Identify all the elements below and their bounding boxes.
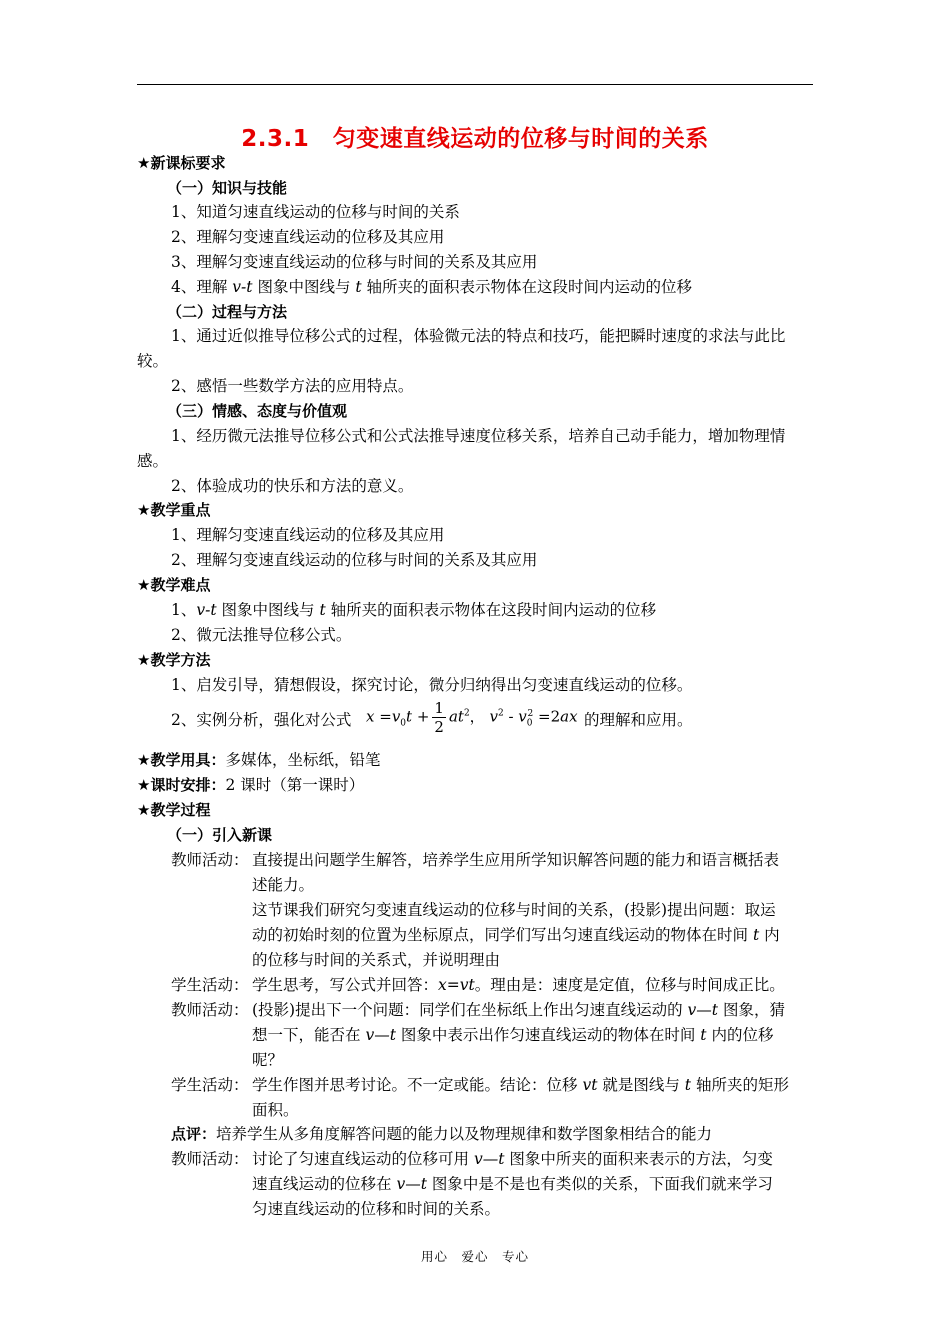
- section-heading-standards: ★新课标要求: [137, 154, 226, 172]
- text-span: 轴所夹的矩形: [691, 1076, 789, 1094]
- text-span: 4、理解: [171, 278, 233, 296]
- section-heading-methods: ★教学方法: [137, 651, 211, 669]
- teacher-activity-3-label: 教师活动：: [171, 1150, 249, 1168]
- text-span: 。理由是：速度是定值，位移与时间成正比。: [474, 976, 785, 994]
- header-rule: [137, 84, 813, 85]
- student-activity-2-line-1: [252, 1075, 789, 1095]
- subheading-intro: （一）引入新课: [167, 826, 273, 844]
- text-span: 讨论了匀速直线运动的位移可用: [252, 1150, 474, 1168]
- tools-text: 多媒体，坐标纸，铅笔: [225, 751, 381, 769]
- text-span: 图象中图线与: [252, 278, 356, 296]
- key-point-1: 1、理解匀变速直线运动的位移及其应用: [171, 526, 445, 544]
- text-span: 图象中所夹的面积来表示的方法，匀变: [504, 1150, 773, 1168]
- teacher-activity-1-line-1: 直接提出问题学生解答，培养学生应用所学知识解答问题的能力和语言概括表: [252, 851, 780, 869]
- text-span: 想一下，能否在: [252, 1026, 366, 1044]
- symbol-t: t: [319, 601, 326, 619]
- subheading-knowledge: （一）知识与技能: [167, 179, 288, 197]
- method-item-1-cont: 较。: [137, 352, 169, 370]
- symbol-t: t: [752, 926, 760, 944]
- teacher-activity-1-line-3: 这节课我们研究匀变速直线运动的位移与时间的关系，(投影)提出问题：取运: [252, 901, 776, 919]
- text-span: 图象中是不是也有类似的关系，下面我们就来学习: [426, 1175, 773, 1193]
- text-span: 学生作图并思考讨论。不一定或能。结论：位移: [252, 1076, 583, 1094]
- text-span: 内: [759, 926, 780, 944]
- knowledge-item-4: [171, 277, 692, 297]
- text-span: 学生思考，写公式并回答：: [252, 976, 439, 994]
- symbol-vt: v—t: [687, 1001, 719, 1019]
- teaching-tools: [137, 750, 380, 770]
- comment: [171, 1124, 712, 1144]
- text-span: (投影)提出下一个问题：同学们在坐标纸上作出匀速直线运动的: [252, 1001, 688, 1019]
- student-activity-2-line-2: 面积。: [252, 1101, 299, 1119]
- comment-text: 培养学生从多角度解答问题的能力以及物理规律和数学图象相结合的能力: [216, 1125, 713, 1143]
- emotion-item-2: 2、体验成功的快乐和方法的意义。: [171, 477, 414, 495]
- teacher-activity-1-line-2: 述能力。: [252, 876, 315, 894]
- formula-x-vt: x=vt: [438, 976, 475, 994]
- tools-heading: ★教学用具：: [137, 751, 226, 769]
- formula-kinematics: $x =v_0t$ + $\frac{1}{2}$ $at^2$， $v^2 - v_0^2 =2ax$: [366, 699, 578, 736]
- key-point-2: 2、理解匀变速直线运动的位移与时间的关系及其应用: [171, 551, 538, 569]
- page-title: 2.3.1 匀变速直线运动的位移与时间的关系: [241, 126, 709, 152]
- method-item-1: 1、通过近似推导位移公式的过程，体验微元法的特点和技巧，能把瞬时速度的求法与此比: [171, 327, 786, 345]
- comment-label: 点评：: [171, 1125, 217, 1143]
- section-heading-difficulties: ★教学难点: [137, 576, 211, 594]
- text-span: 1、: [171, 601, 197, 619]
- difficulty-2: 2、微元法推导位移公式。: [171, 626, 352, 644]
- subheading-process: （二）过程与方法: [167, 303, 288, 321]
- text-span: 轴所夹的面积表示物体在这段时间内运动的位移: [361, 278, 693, 296]
- teaching-method-2-tail: 的理解和应用。: [584, 711, 693, 729]
- schedule-text: 2 课时（第一课时）: [225, 776, 365, 794]
- text-span: 内的位移: [706, 1026, 774, 1044]
- method-item-2: 2、感悟一些数学方法的应用特点。: [171, 377, 414, 395]
- teacher-activity-2-label: 教师活动：: [171, 1001, 249, 1019]
- symbol-vt: v—t: [365, 1026, 396, 1044]
- knowledge-item-2: 2、理解匀变速直线运动的位移及其应用: [171, 228, 445, 246]
- symbol-vt: v—t: [473, 1150, 505, 1168]
- teaching-method-2-lead: 2、实例分析，强化对公式: [171, 711, 352, 729]
- student-activity-2-label: 学生活动：: [171, 1076, 249, 1094]
- student-activity-1-text: [252, 975, 785, 995]
- student-activity-1-label: 学生活动：: [171, 976, 249, 994]
- subheading-attitude: （三）情感、态度与价值观: [167, 402, 348, 420]
- teacher-activity-3-line-3: 匀速直线运动的位移和时间的关系。: [252, 1200, 501, 1218]
- schedule-heading: ★课时安排：: [137, 776, 226, 794]
- symbol-vt: v-t: [196, 601, 217, 619]
- text-span: 动的初始时刻的位置为坐标原点，同学们写出匀速直线运动的物体在时间: [252, 926, 753, 944]
- teacher-activity-3-line-2: [252, 1174, 773, 1194]
- difficulty-1: [171, 600, 656, 620]
- teacher-activity-3-line-1: [252, 1149, 773, 1169]
- text-span: 就是图线与: [597, 1076, 685, 1094]
- emotion-item-1-cont: 感。: [137, 452, 169, 470]
- symbol-t: t: [700, 1026, 707, 1044]
- text-span: 速直线运动的位移在: [252, 1175, 397, 1193]
- teacher-activity-2-line-3: 呢？: [252, 1051, 284, 1069]
- page-footer: 用心 爱心 专心: [420, 1249, 529, 1264]
- symbol-vt: vt: [582, 1076, 598, 1094]
- knowledge-item-1: 1、知道匀速直线运动的位移与时间的关系: [171, 203, 460, 221]
- teacher-activity-1-line-5: 的位移与时间的关系式，并说明理由: [252, 951, 501, 969]
- emotion-item-1: 1、经历微元法推导位移公式和公式法推导速度位移关系，培养自己动手能力，增加物理情: [171, 427, 786, 445]
- section-heading-key-points: ★教学重点: [137, 501, 211, 519]
- teaching-method-1: 1、启发引导，猜想假设，探究讨论，微分归纳得出匀变速直线运动的位移。: [171, 676, 693, 694]
- class-schedule: [137, 775, 364, 795]
- section-heading-process: ★教学过程: [137, 801, 211, 819]
- symbol-vt: v—t: [396, 1175, 427, 1193]
- symbol-t: t: [355, 278, 362, 296]
- symbol-vt: v-t: [232, 278, 253, 296]
- teacher-activity-2-line-1: [252, 1000, 785, 1020]
- text-span: 轴所夹的面积表示物体在这段时间内运动的位移: [325, 601, 657, 619]
- teacher-activity-1-line-4: [252, 925, 780, 945]
- text-span: 图象中图线与: [216, 601, 320, 619]
- teacher-activity-1-label: 教师活动：: [171, 851, 249, 869]
- symbol-t: t: [684, 1076, 692, 1094]
- teacher-activity-2-line-2: [252, 1025, 773, 1045]
- knowledge-item-3: 3、理解匀变速直线运动的位移与时间的关系及其应用: [171, 253, 538, 271]
- text-span: 图象，猜: [718, 1001, 785, 1019]
- text-span: 图象中表示出作匀速直线运动的物体在时间: [395, 1026, 701, 1044]
